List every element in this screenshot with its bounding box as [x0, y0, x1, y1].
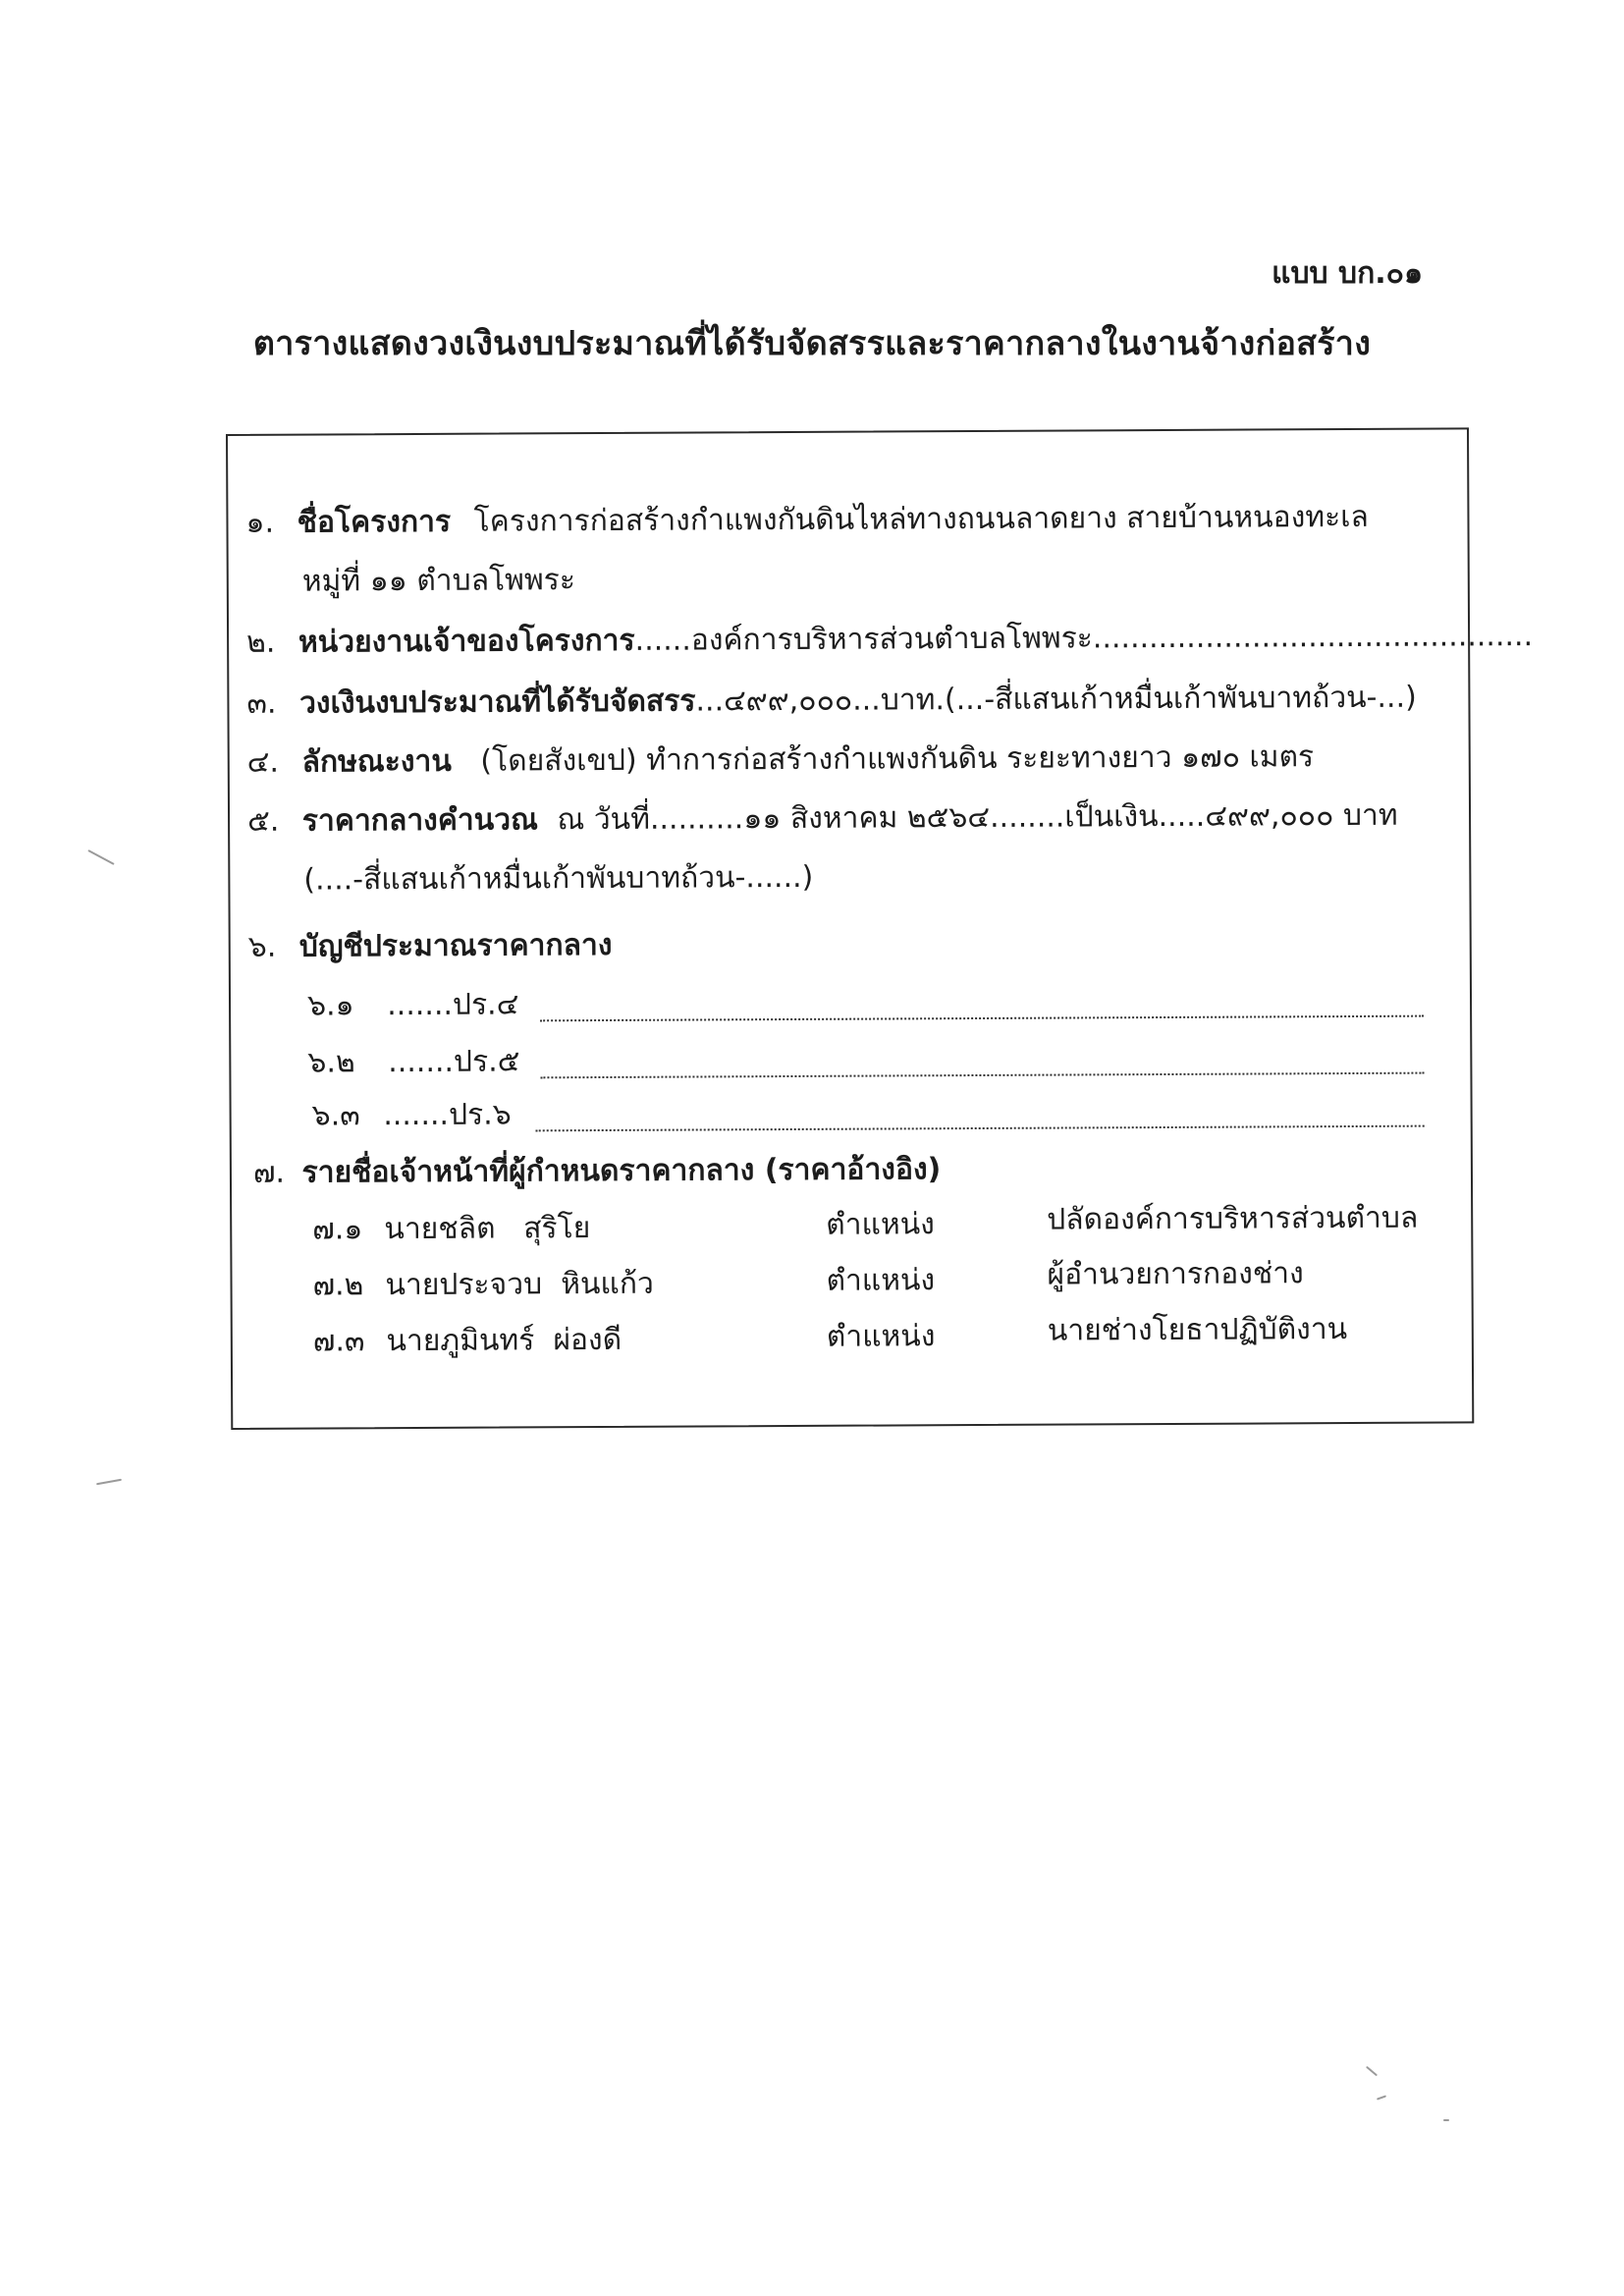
scan-speck	[1366, 2066, 1378, 2077]
item-4-value: (โดยสังเขป) ทำการก่อสร้างกำแพงกันดิน ระยะทางยาว ๑๗๐ เมตร	[480, 739, 1315, 779]
form-code: แบบ บก.๐๑	[1272, 256, 1423, 291]
item-4-work-description	[247, 737, 1315, 784]
official-row-1-position: ปลัดองค์การบริหารส่วนตำบล	[1047, 1200, 1419, 1237]
item-6-label: บัญชีประมาณราคากลาง	[298, 927, 613, 964]
scan-speck	[87, 849, 114, 865]
item-7-number: ๗.	[252, 1155, 286, 1190]
item-6-2	[307, 1041, 519, 1083]
item-3-budget	[246, 678, 1417, 725]
item-3-number: ๓.	[246, 685, 277, 721]
item-1-project-name	[245, 497, 1369, 544]
item-4-number: ๔.	[246, 744, 280, 780]
item-6-3	[312, 1094, 512, 1136]
item-2-owner-agency	[246, 616, 1533, 664]
document-title: ตารางแสดงวงเงินงบประมาณที่ได้รับจัดสรรและราคากลางในงานจ้างก่อสร้าง	[252, 324, 1372, 363]
info-table-box	[226, 427, 1534, 1430]
item-1-label: ชื่อโครงการ	[297, 504, 452, 540]
item-6-1-number: ๖.๑	[306, 988, 354, 1023]
scan-speck	[1377, 2095, 1386, 2100]
item-5-value-line1: ณ วันที่..........๑๑ สิงหาคม ๒๕๖๔........เป็นเงิน.....๔๙๙,๐๐๐ บาท	[557, 797, 1398, 838]
official-row-2-name: ๗.๒ นายประจวบ หินแก้ว	[312, 1266, 654, 1303]
item-2-label: หน่วยงานเจ้าของโครงการ	[298, 623, 635, 660]
item-6-3-dotted-line	[536, 1125, 1425, 1132]
item-7-label: รายชื่อเจ้าหน้าที่ผู้กำหนดราคากลาง (ราคาอ้างอิง)	[301, 1152, 942, 1190]
official-row-3-name: ๗.๓ นายภูมินทร์ ผ่องดี	[312, 1322, 623, 1359]
item-5-reference-price	[247, 795, 1398, 843]
item-6-3-text: .......ปร.๖	[383, 1097, 512, 1133]
item-3-label: วงเงินงบประมาณที่ได้รับจัดสรร	[298, 683, 696, 721]
item-6-1	[307, 984, 519, 1026]
item-2-value: ......องค์การบริหารส่วนตำบลโพพระ...............................................	[634, 619, 1534, 658]
item-6-price-list	[248, 925, 613, 968]
item-2-number: ๒.	[246, 625, 276, 660]
item-6-3-number: ๖.๓	[311, 1098, 360, 1133]
official-row-1-name: ๗.๑ นายชลิต สุริโย	[312, 1211, 591, 1247]
item-1-value-line1: โครงการก่อสร้างกำแพงกันดินไหล่ทางถนนลาดยาง สายบ้านหนองทะเล	[473, 499, 1369, 539]
official-row-3-position: นายช่างโยธาปฏิบัติงาน	[1047, 1312, 1348, 1348]
item-6-number: ๖.	[247, 929, 277, 964]
item-5-value-line2: (....-สี่แสนเก้าหมื่นเก้าพันบาทถ้วน-......)	[303, 859, 814, 898]
item-6-1-dotted-line	[540, 1015, 1424, 1022]
official-row-1-position-label: ตำแหน่ง	[826, 1207, 935, 1242]
item-5-number: ๕.	[246, 803, 280, 839]
scan-speck	[1443, 2119, 1449, 2121]
official-row-3-position-label: ตำแหน่ง	[826, 1319, 936, 1354]
item-4-label: ลักษณะงาน	[301, 743, 452, 780]
item-5-label: ราคากลางคำนวณ	[301, 802, 538, 839]
official-row-2-position-label: ตำแหน่ง	[826, 1263, 936, 1298]
item-6-2-text: .......ปร.๕	[388, 1044, 520, 1080]
item-3-value: ...๔๙๙,๐๐๐...บาท.(...-สี่แสนเก้าหมื่นเก้าพันบาทถ้วน-...)	[695, 680, 1417, 719]
item-1-value-line2: หมู่ที่ ๑๑ ตำบลโพพระ	[301, 563, 576, 599]
official-row-2-position: ผู้อำนวยการกองช่าง	[1047, 1256, 1304, 1292]
scan-speck	[96, 1479, 122, 1485]
item-6-1-text: .......ปร.๔	[387, 987, 519, 1023]
item-1-number: ๑.	[245, 505, 275, 540]
item-6-2-dotted-line	[540, 1072, 1424, 1079]
item-6-2-number: ๖.๒	[307, 1045, 355, 1080]
item-7-officials	[253, 1149, 942, 1194]
